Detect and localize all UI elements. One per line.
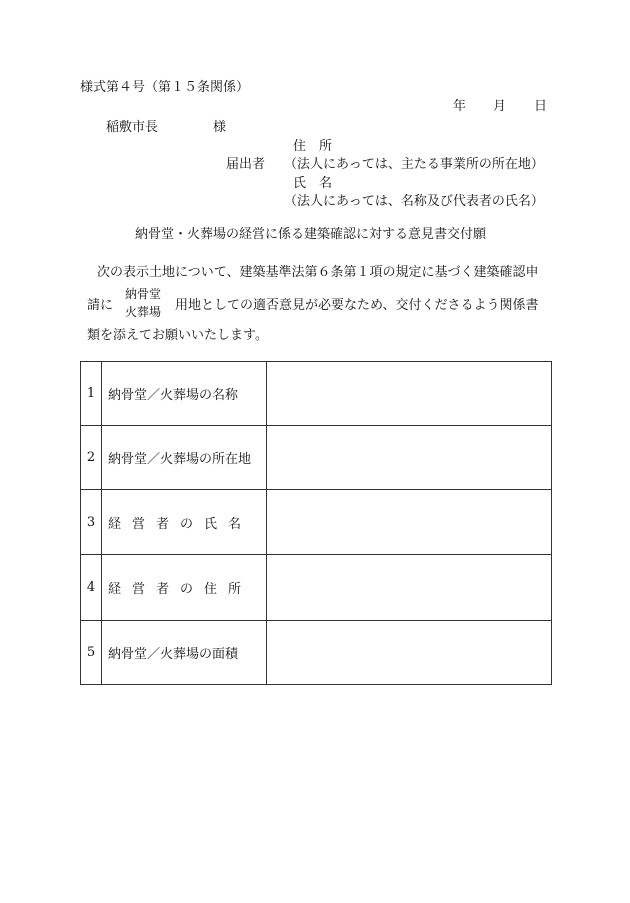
body-line-1: 次の表示土地について、建築基準法第６条第１項の規定に基づく建築確認申 — [97, 265, 539, 280]
body-line-3: 類を添えてお願いいたします。 — [87, 328, 268, 343]
form-number: 様式第４号（第１５条関係） — [80, 80, 250, 95]
facility-area-field[interactable] — [267, 621, 552, 685]
notifier-label: 届出者 — [226, 157, 266, 172]
table-row — [81, 362, 552, 426]
table-row — [81, 555, 552, 621]
date-year-label: 年 — [453, 99, 467, 114]
row-number: 5 — [81, 621, 102, 685]
row-label-facility-area: 納骨堂／火葬場の面積 — [102, 621, 267, 685]
table-row — [81, 621, 552, 685]
table-row — [81, 426, 552, 490]
table-row — [81, 490, 552, 555]
option-crematorium: 火葬場 — [125, 305, 162, 319]
row-label-operator-name: 経営者の氏名 — [102, 490, 267, 555]
addressee-name: 稲敷市長 — [106, 120, 159, 135]
row-number: 3 — [81, 490, 102, 555]
operator-name-field[interactable] — [267, 490, 552, 555]
row-label-operator-address: 経営者の住所 — [102, 555, 267, 621]
body-line-2-suffix: 用地としての適否意見が必要なため、交付くださるよう関係書 — [175, 298, 539, 313]
row-label-facility-name: 納骨堂／火葬場の名称 — [102, 362, 267, 426]
date-month-label: 月 — [493, 99, 507, 114]
date-day-label: 日 — [534, 99, 548, 114]
row-number: 1 — [81, 362, 102, 426]
name-note: （法人にあっては、名称及び代表者の氏名） — [284, 194, 544, 209]
operator-address-field[interactable] — [267, 555, 552, 621]
facility-name-field[interactable] — [267, 362, 552, 426]
address-note: （法人にあっては、主たる事業所の所在地） — [284, 157, 544, 172]
row-number: 2 — [81, 426, 102, 490]
name-label: 氏 名 — [293, 176, 333, 191]
facility-location-field[interactable] — [267, 426, 552, 490]
option-ossuary: 納骨堂 — [125, 287, 162, 301]
body-line-2-prefix: 請に — [87, 298, 114, 313]
address-label: 住 所 — [293, 139, 333, 154]
row-label-facility-location: 納骨堂／火葬場の所在地 — [102, 426, 267, 490]
addressee-honorific: 様 — [213, 120, 227, 135]
info-table — [80, 361, 552, 685]
row-number: 4 — [81, 555, 102, 621]
document-title: 納骨堂・火葬場の経営に係る建築確認に対する意見書交付願 — [135, 227, 487, 242]
